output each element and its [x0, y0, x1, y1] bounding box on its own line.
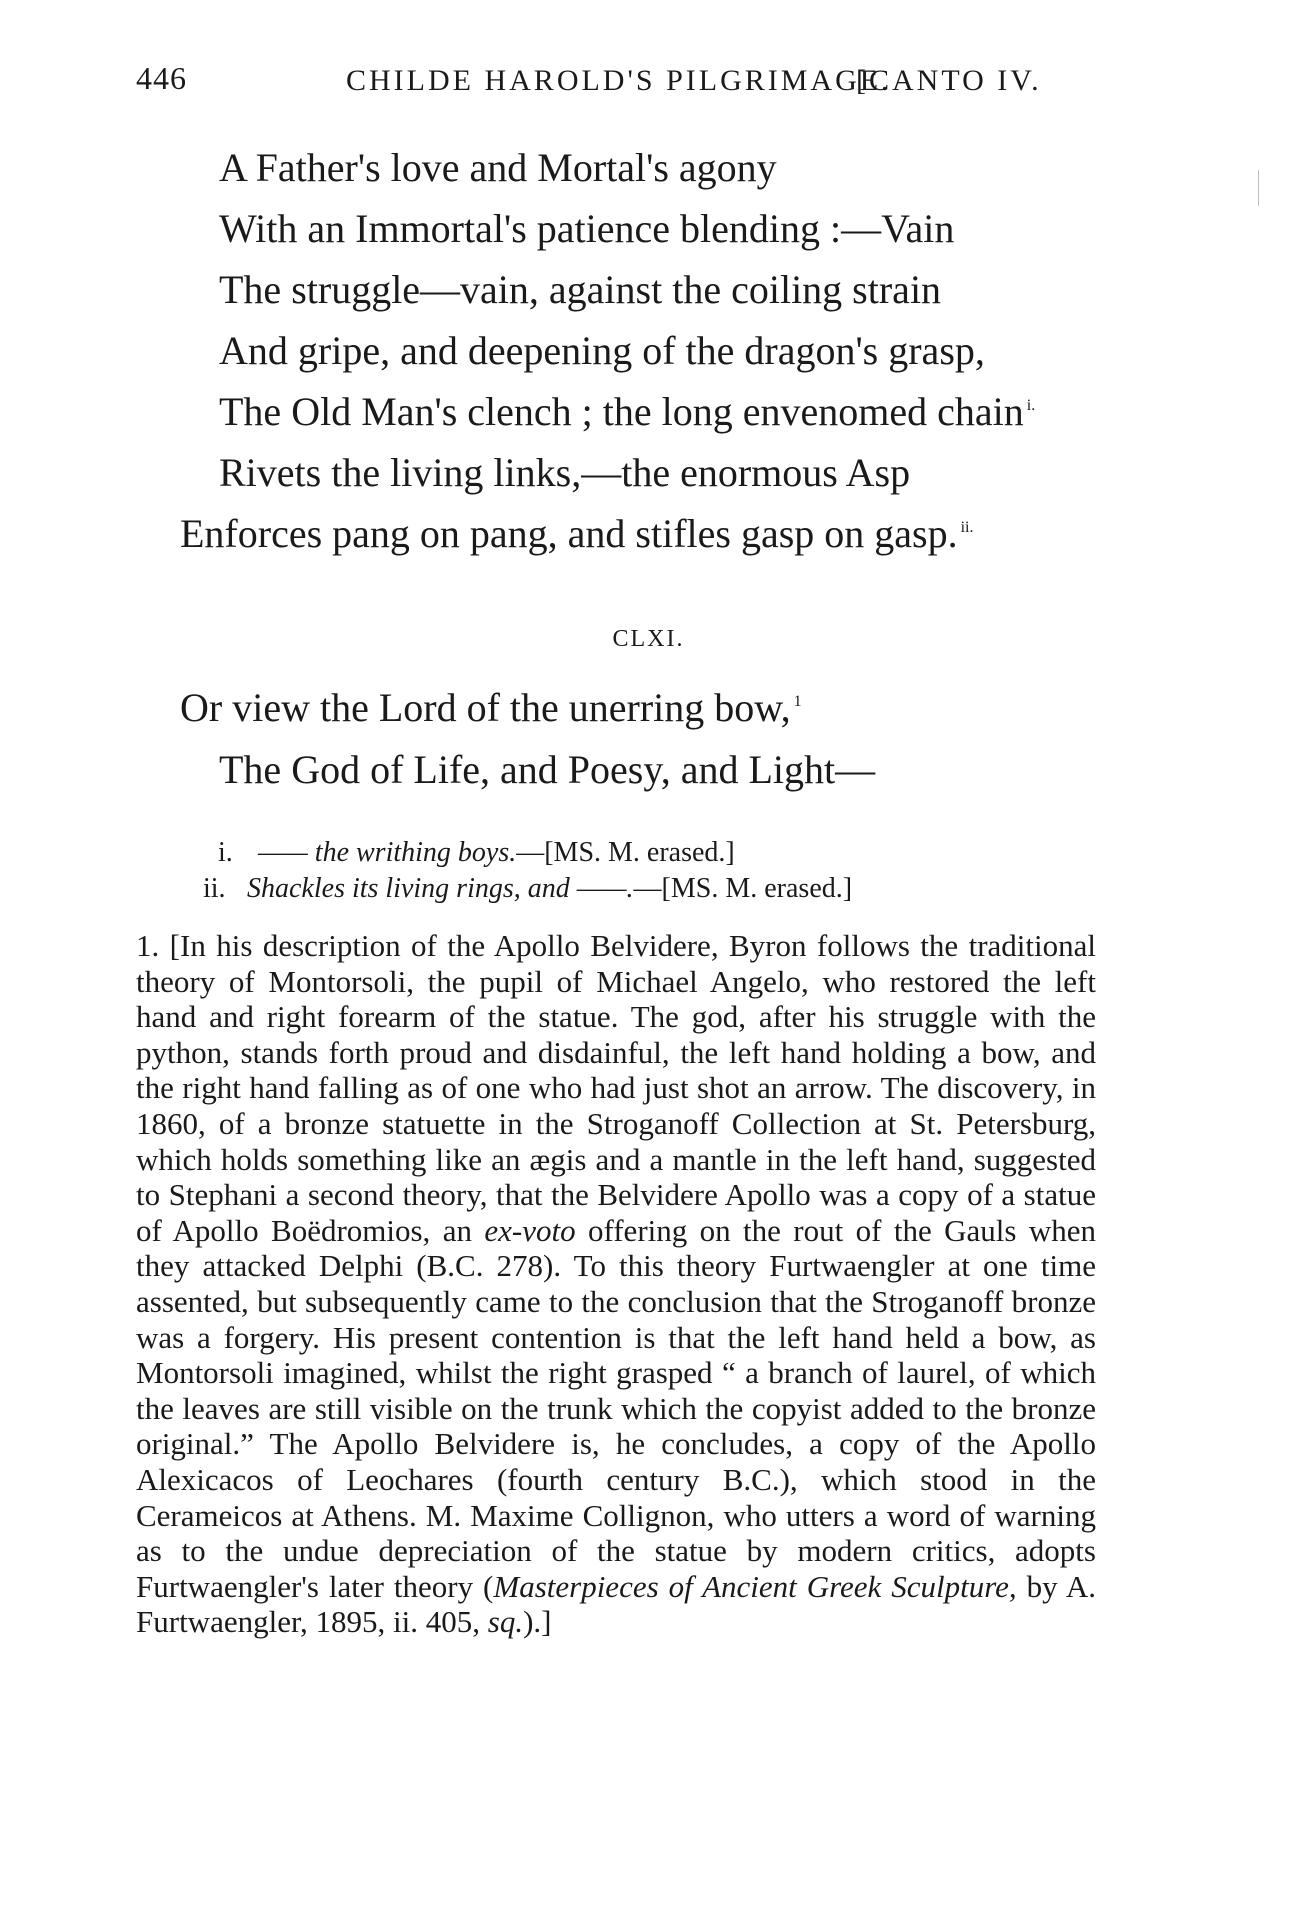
variant-reading: ii. Shackles its living rings, and ——.—[MS. M. erased.] — [203, 873, 853, 904]
canto-label: [CANTO IV. — [856, 64, 1042, 97]
variant-reference: ii. — [960, 519, 974, 536]
running-header — [136, 60, 1096, 110]
verse-line: With an Immortal's patience blending :—Vain — [219, 206, 955, 251]
footnote-body: 1. [In his description of the Apollo Belvidere, Byron follows the traditional theory of Montorsoli, the pupil of Michael Angelo, who restored the left hand and right forearm of the statue. The god, after his struggle with the python, stands forth proud and disdainful, the left hand holding a bow, and the right hand falling as of one who had just shot an arrow. The discovery, in 1860, of a bronze statuette in the Stroganoff Collection at St. Petersburg, which holds something like an ægis and a mantle in the left hand, suggested to Stephani a second theory, that the Belvidere Apollo was a copy of a statue of Apollo Boëdromios, an ex-voto offering on the rout of the Gauls when they attacked Delphi (B.C. 278). To this theory Furtwaengler at one time assented, but subsequently came to the conclusion that the Stroganoff bronze was a forgery. His present contention is that the left hand held a bow, as Montorsoli imagined, whilst the right grasped “ a branch of laurel, of which the leaves are still visible on the trunk which the copyist added to the bronze original.” The Apollo Belvidere is, he concludes, a copy of the Apollo Alexicacos of Leochares (fourth century B.C.), which stood in the Cerameicos at Athens. M. Maxime Collignon, who utters a word of warning as to the undue depreciation of the statue by modern critics, adopts Furtwaengler's later theory (Masterpieces of Ancient Greek Sculpture, by A. Furtwaengler, 1895, ii. 405, sq.).] — [136, 928, 1097, 1640]
verse-line: The Old Man's clench ; the long envenomed chain $^{i.}$ — [219, 389, 1036, 434]
verse-line: And gripe, and deepening of the dragon's grasp, — [219, 328, 985, 373]
verse-line: Or view the Lord of the unerring bow, $^1$ — [180, 685, 802, 730]
running-title: CHILDE HAROLD'S PILGRIMAGE. — [346, 64, 892, 97]
page-number: 446 — [136, 60, 187, 96]
verse-line: The God of Life, and Poesy, and Light— — [219, 747, 876, 792]
verse-line: The struggle—vain, against the coiling strain — [219, 267, 942, 312]
footnote — [136, 928, 1096, 1640]
verse-line: A Father's love and Mortal's agony — [219, 145, 777, 190]
verse-line: Enforces pang on pang, and stifles gasp on gasp. $^{ii.}$ — [180, 511, 974, 556]
verse-line: Rivets the living links,—the enormous Asp — [219, 450, 911, 495]
variant-reference: i. — [1026, 397, 1036, 414]
stanza-number: CLXI. — [612, 626, 685, 652]
footnote-reference: 1 — [793, 693, 802, 710]
variant-reading: i. —— the writhing boys.—[MS. M. erased.] — [218, 837, 735, 868]
